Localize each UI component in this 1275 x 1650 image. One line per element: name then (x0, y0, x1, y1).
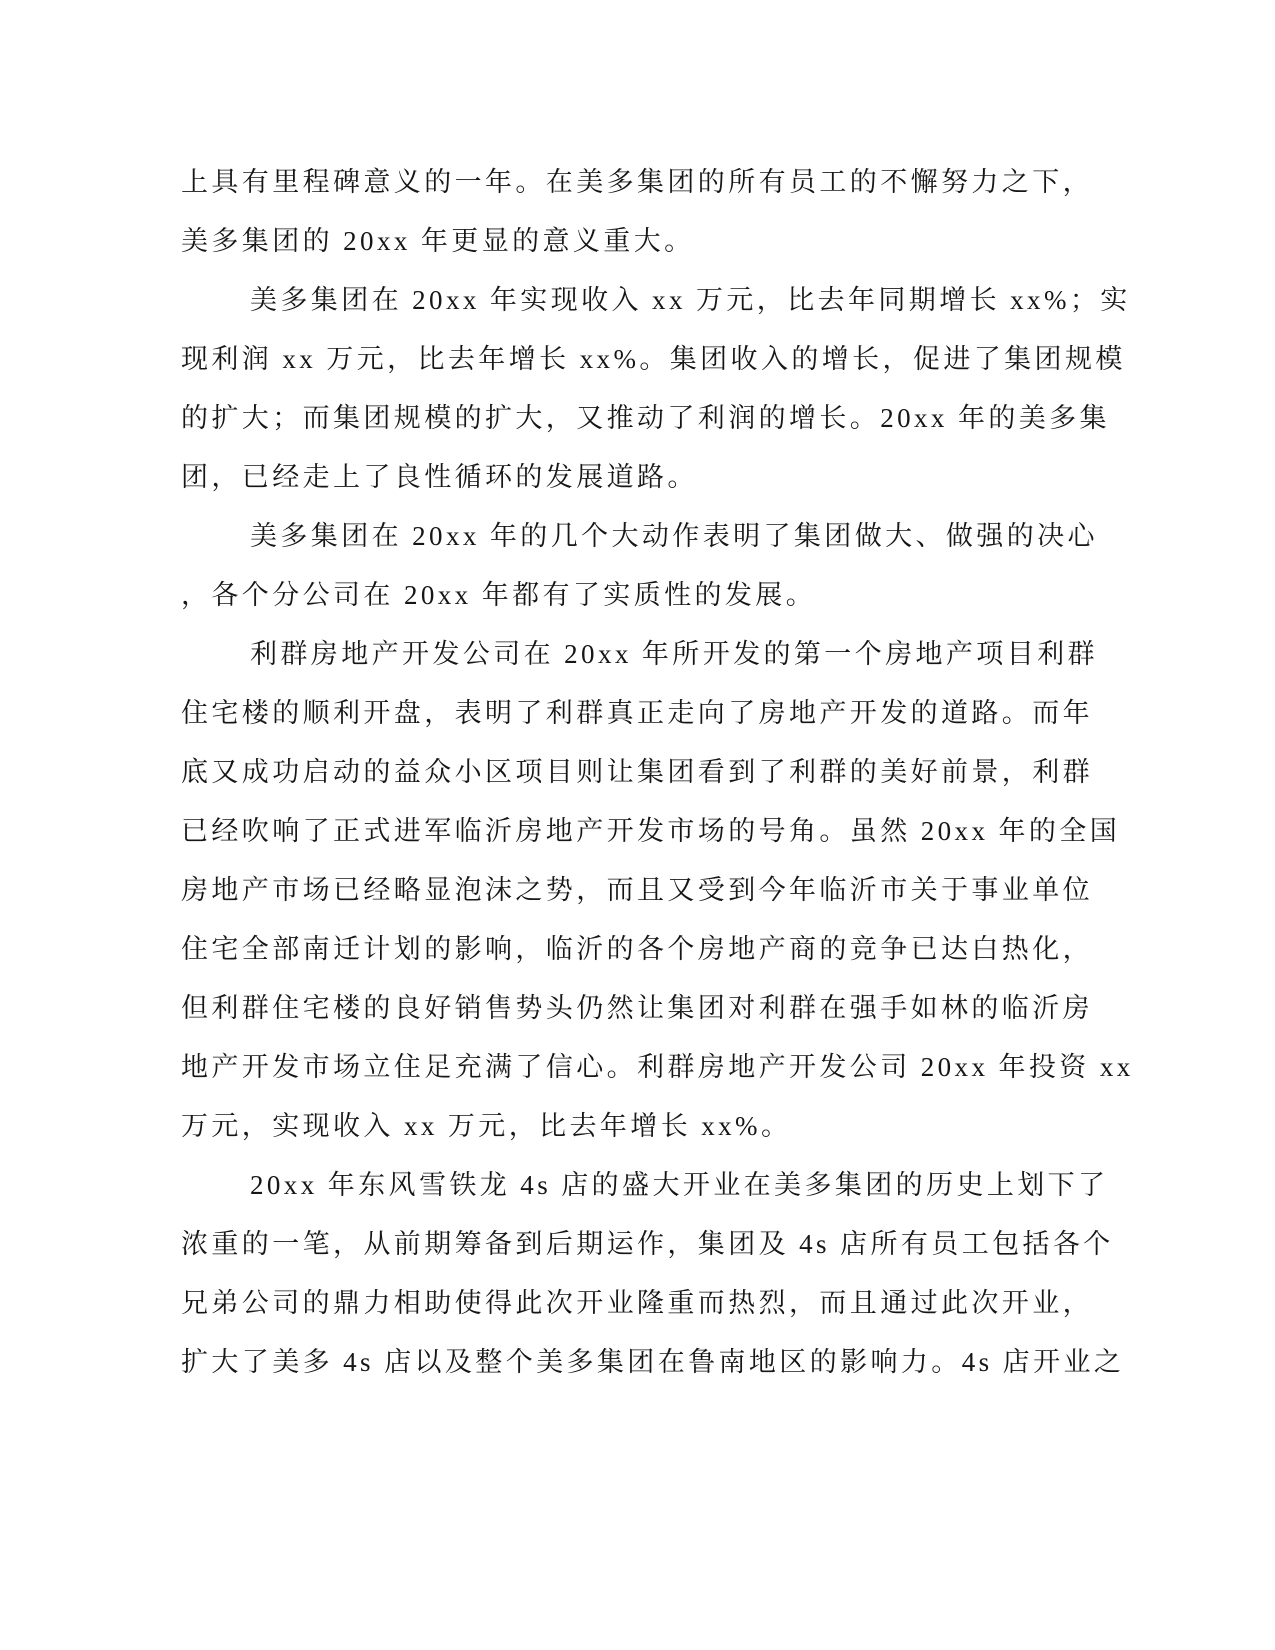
text-line: 浓重的一笔，从前期筹备到后期运作，集团及 4s 店所有员工包括各个 (181, 1229, 1114, 1259)
text-line: 利群房地产开发公司在 20xx 年所开发的第一个房地产项目利群 (250, 639, 1098, 669)
text-line: 已经吹响了正式进军临沂房地产开发市场的号角。虽然 20xx 年的全国 (181, 816, 1121, 846)
text-line: 地产开发市场立住足充满了信心。利群房地产开发公司 20xx 年投资 xx (181, 1052, 1134, 1082)
text-line: 美多集团在 20xx 年的几个大动作表明了集团做大、做强的决心 (250, 521, 1098, 551)
text-line: 的扩大；而集团规模的扩大，又推动了利润的增长。20xx 年的美多集 (181, 403, 1110, 433)
text-line: 团，已经走上了良性循环的发展道路。 (181, 462, 698, 492)
text-line: 20xx 年东风雪铁龙 4s 店的盛大开业在美多集团的历史上划下了 (250, 1170, 1109, 1200)
text-line: 扩大了美多 4s 店以及整个美多集团在鲁南地区的影响力。4s 店开业之 (181, 1347, 1125, 1377)
text-line: 万元，实现收入 xx 万元，比去年增长 xx%。 (181, 1111, 792, 1141)
text-line: 美多集团在 20xx 年实现收入 xx 万元，比去年同期增长 xx%；实 (250, 285, 1131, 315)
text-line: 兄弟公司的鼎力相助使得此次开业隆重而热烈，而且通过此次开业， (181, 1288, 1093, 1318)
text-line: 住宅全部南迁计划的影响，临沂的各个房地产商的竞争已达白热化， (181, 934, 1093, 964)
text-line: 但利群住宅楼的良好销售势头仍然让集团对利群在强手如林的临沂房 (181, 993, 1093, 1023)
text-line: ，各个分公司在 20xx 年都有了实质性的发展。 (181, 580, 817, 610)
text-line: 美多集团的 20xx 年更显的意义重大。 (181, 226, 695, 256)
text-line: 上具有里程碑意义的一年。在美多集团的所有员工的不懈努力之下， (181, 167, 1093, 197)
text-line: 住宅楼的顺利开盘，表明了利群真正走向了房地产开发的道路。而年 (181, 698, 1093, 728)
text-line: 底又成功启动的益众小区项目则让集团看到了利群的美好前景，利群 (181, 757, 1093, 787)
text-line: 房地产市场已经略显泡沫之势，而且又受到今年临沂市关于事业单位 (181, 875, 1093, 905)
text-line: 现利润 xx 万元，比去年增长 xx%。集团收入的增长，促进了集团规模 (181, 344, 1126, 374)
